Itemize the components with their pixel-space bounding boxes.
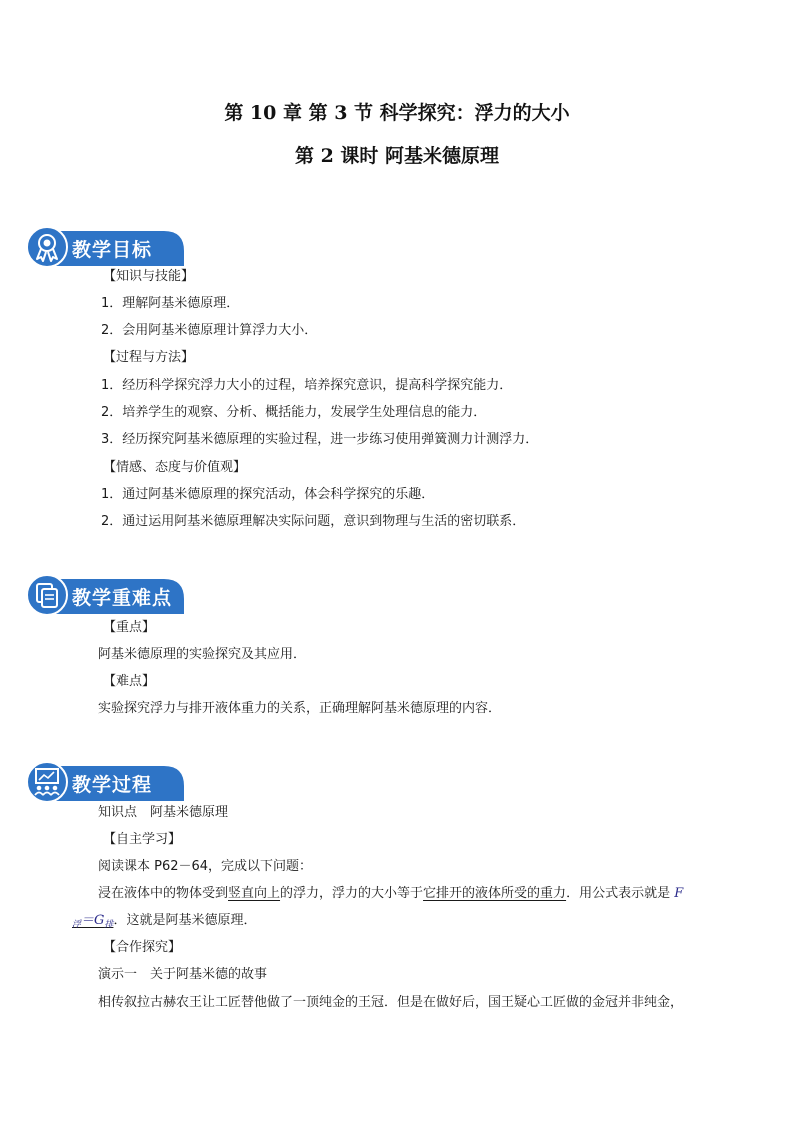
- lesson-subtitle: 第 2 课时 阿基米德原理: [294, 145, 500, 167]
- key-point-text: 阿基米德原理的实验探究及其应用．: [98, 647, 307, 662]
- formula-G: G: [94, 913, 105, 928]
- knowledge-item-1: 1．理解阿基米德原理．: [101, 296, 240, 311]
- self-study-heading: 【自主学习】: [103, 832, 182, 847]
- presentation-audience-icon: [26, 761, 68, 803]
- page-title: 第 10 章 第 3 节 科学探究：浮力的大小: [224, 102, 570, 124]
- difficulty-text: 实验探究浮力与排开液体重力的关系，正确理解阿基米德原理的内容．: [98, 701, 502, 716]
- formula-F: F: [674, 886, 684, 901]
- formula-sub-pai: 排: [104, 920, 114, 930]
- section-label-keypoints: 教学重难点: [72, 587, 173, 609]
- answer-blank-direction: 竖直向上: [228, 886, 281, 901]
- difficulty-heading: 【难点】: [103, 674, 156, 689]
- principle-statement: 浸在液体中的物体受到竖直向上的浮力，浮力的大小等于它排开的液体所受的重力．用公式表示就是 F: [98, 886, 684, 901]
- emotion-item-2: 2．通过运用阿基米德原理解决实际问题，意识到物理与生活的密切联系．: [101, 514, 526, 529]
- cooperative-heading: 【合作探究】: [103, 940, 182, 955]
- section-header-process: [26, 761, 186, 803]
- key-point-heading: 【重点】: [103, 620, 156, 635]
- section-header-keypoints: [26, 574, 186, 616]
- process-item-3: 3．经历探究阿基米德原理的实验过程，进一步练习使用弹簧测力计测浮力．: [101, 432, 539, 447]
- story-text: 相传叙拉古赫农王让工匠替他做了一顶纯金的王冠．但是在做好后，国王疑心工匠做的金冠并非纯金，: [98, 995, 684, 1010]
- principle-formula: $_浮=G_排$．这就是阿基米德原理．: [72, 913, 257, 930]
- formula-equals: ＝: [81, 913, 95, 928]
- section-label-goals: 教学目标: [72, 239, 153, 261]
- emotion-item-1: 1．通过阿基米德原理的探究活动，体会科学探究的乐趣．: [101, 487, 435, 502]
- section-label-process: 教学过程: [72, 774, 153, 796]
- award-ribbon-icon: [26, 226, 68, 268]
- emotion-values-heading: 【情感、态度与价值观】: [103, 460, 247, 475]
- reading-instruction: 阅读课本 P62－64，完成以下问题：: [98, 859, 313, 874]
- section-header-goals: [26, 226, 186, 268]
- process-item-2: 2．培养学生的观察、分析、概括能力，发展学生处理信息的能力．: [101, 405, 487, 420]
- process-item-1: 1．经历科学探究浮力大小的过程，培养探究意识，提高科学探究能力．: [101, 378, 513, 393]
- demo-title: 演示一 关于阿基米德的故事: [98, 967, 268, 982]
- stacked-documents-icon: [26, 574, 68, 616]
- answer-blank-weight: 它排开的液体所受的重力: [423, 886, 567, 901]
- process-methods-heading: 【过程与方法】: [103, 350, 195, 365]
- knowledge-skills-heading: 【知识与技能】: [103, 269, 195, 284]
- knowledge-point-title: 知识点 阿基米德原理: [98, 805, 229, 820]
- knowledge-item-2: 2．会用阿基米德原理计算浮力大小．: [101, 323, 318, 338]
- formula-sub-fu: 浮: [72, 920, 82, 930]
